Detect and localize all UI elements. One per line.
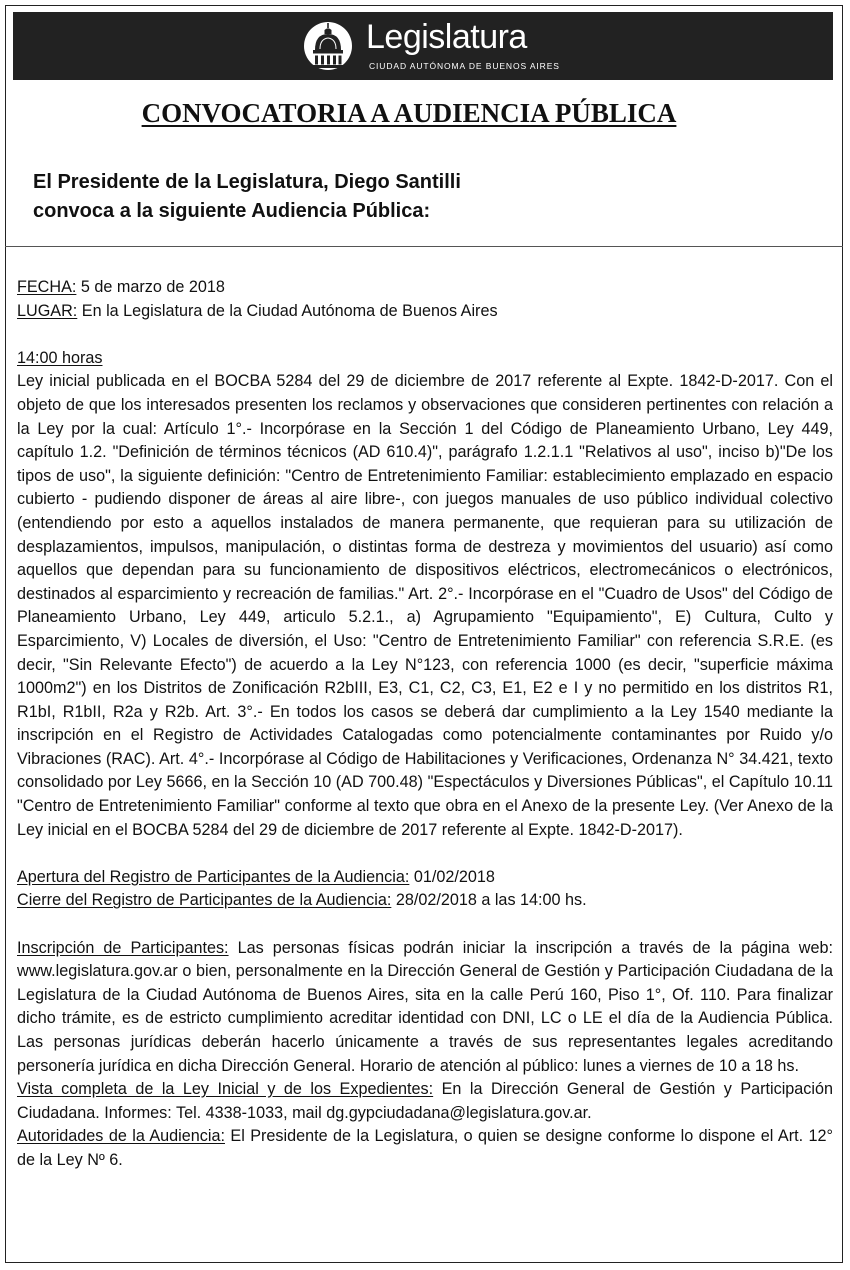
lugar-label: LUGAR:: [17, 301, 78, 320]
lugar-value: En la Legislatura de la Ciudad Autónoma de Buenos Aires: [77, 301, 498, 320]
lugar-line: [17, 300, 833, 324]
autoridades-value: El Presidente de la Legislatura, o quien se designe conforme lo dispone el Art. 12° de la Ley Nº 6.: [17, 1127, 833, 1169]
inscripcion-paragraph: [17, 937, 833, 1079]
fecha-line: [17, 276, 833, 300]
cierre-line: [17, 889, 833, 913]
hora-label: 14:00 horas: [17, 348, 103, 367]
fecha-value: 5 de marzo de 2018: [76, 278, 225, 296]
logo-wordmark: Legislatura: [366, 18, 527, 56]
logo-subtitle: CIUDAD AUTÓNOMA DE BUENOS AIRES: [369, 61, 560, 71]
inscripcion-label: Inscripción de Participantes:: [17, 938, 229, 957]
apertura-line: [17, 866, 833, 890]
autoridades-paragraph: [17, 1125, 833, 1172]
main-text: Ley inicial publicada en el BOCBA 5284 del 29 de diciembre de 2017 referente al Expte. 1842-D-2017. Con el objeto de que los interesados presenten los reclamos y observaciones que consideren pertinentes con relación a la Ley por la cual: Artículo 1°.- Incorpórase en la Sección 1 del Código de Planeamiento Urbano, Ley 449, capítulo 1.2. "Definición de términos técnicos (AD 610.4)", parágrafo 1.2.1.1 "Relativos al uso", inciso b)"De los tipos de uso", la siguiente definición: "Centro de Entretenimiento Familiar: establecimiento emplazado en espacio cubierto - pudiendo disponer de áreas al aire libre-, con juegos manuales de uso público individual colectivo (entendiendo por esto a aquellos instalados de manera permanente, que requieran para su utilización de desplazamientos, impulsos, manipulación, o distintas forma de destreza y movimientos del usuario) así como aquellos que dependan para su funcionamiento de dispositivos eléctricos, electromecánicos o electrónicos, destinados al esparcimiento y recreación de familias." Art. 2°.- Incorpórase en el "Cuadro de Usos" del Código de Planeamiento Urbano, Ley 449, articulo 5.2.1., a) Agrupamiento "Equipamiento", E) Cultura, Culto y Esparcimiento, V) Locales de diversión, el Uso: "Centro de Entretenimiento Familiar" con referencia S.R.E. (es decir, "Sin Relevante Efecto") de acuerdo a la Ley N°123, con referencia 1000 (es decir, "superficie máxima 1000m2") en los Distritos de Zonificación R2bIII, E3, C1, C2, C3, E1, E2 e I y no permitido en los distritos R1, R1bI, R1bII, R2a y R2b. Art. 3°.- En todos los casos se deberá dar cumplimiento a la Ley 1540 mediante la inscripción en el Registro de Actividades Catalogadas como potencialmente contaminantes por Ruido y/o Vibraciones (RAC). Art. 4°.- Incorpórase al Código de Habilitaciones y Verificaciones, Ordenanza N° 34.421, texto consolidado por Ley 5666, en la Sección 10 (AD 700.48) "Espectáculos y Diversiones Públicas", el Capítulo 10.11 "Centro de Entretenimiento Familiar" conforme al texto que obra en el Anexo de la presente Ley. (Ver Anexo de la Ley inicial en el BOCBA 5284 del 29 de diciembre de 2017 referente al Expte. 1842-D-2017).: [17, 372, 833, 839]
fecha-label: FECHA:: [17, 278, 77, 296]
apertura-value: 01/02/2018: [409, 867, 495, 886]
intro-line-2: convoca a la siguiente Audiencia Pública:: [33, 200, 431, 222]
intro-line-1: El Presidente de la Legislatura, Diego Santilli: [33, 171, 461, 193]
section-divider: [5, 246, 843, 247]
notice-body: [17, 276, 833, 1173]
vista-value: En la Dirección General de Gestión y Participación Ciudadana. Informes: Tel. 4338-1033, mail dg.gypciudadana@legislatura.gov.ar.: [17, 1080, 833, 1122]
apertura-label: Apertura del Registro de Participantes de la Audiencia:: [17, 867, 410, 886]
autoridades-label: Autoridades de la Audiencia:: [17, 1127, 225, 1146]
hora-line: [17, 347, 833, 371]
cierre-label: Cierre del Registro de Participantes de la Audiencia:: [17, 891, 392, 910]
page-title: CONVOCATORIA A AUDIENCIA PÚBLICA: [141, 98, 677, 128]
legislature-dome-logo: [303, 17, 353, 75]
vista-label: Vista completa de la Ley Inicial y de los Expedientes:: [17, 1080, 434, 1099]
intro-statement: [33, 168, 593, 226]
inscripcion-value: Las personas físicas podrán iniciar la inscripción a través de la página web: www.legislatura.gov.ar o bien, personalmente en la Dirección General de Gestión y Participación Ciudadana de la Legislatura de la Ciudad Autónoma de Buenos Aires, sita en la calle Perú 160, Piso 1°, Of. 110. Para finalizar dicho trámite, es de estricto cumplimiento acreditar identidad con DNI, LC o LE el día de la Audiencia Pública. Las personas jurídicas deberán hacerlo únicamente a través de sus representantes legales acreditando personería jurídica en dicha Dirección General. Horario de atención al público: lunes a viernes de 10 a 18 hs.: [17, 938, 834, 1075]
cierre-value: 28/02/2018 a las 14:00 hs.: [391, 891, 587, 910]
vista-paragraph: [17, 1078, 833, 1125]
